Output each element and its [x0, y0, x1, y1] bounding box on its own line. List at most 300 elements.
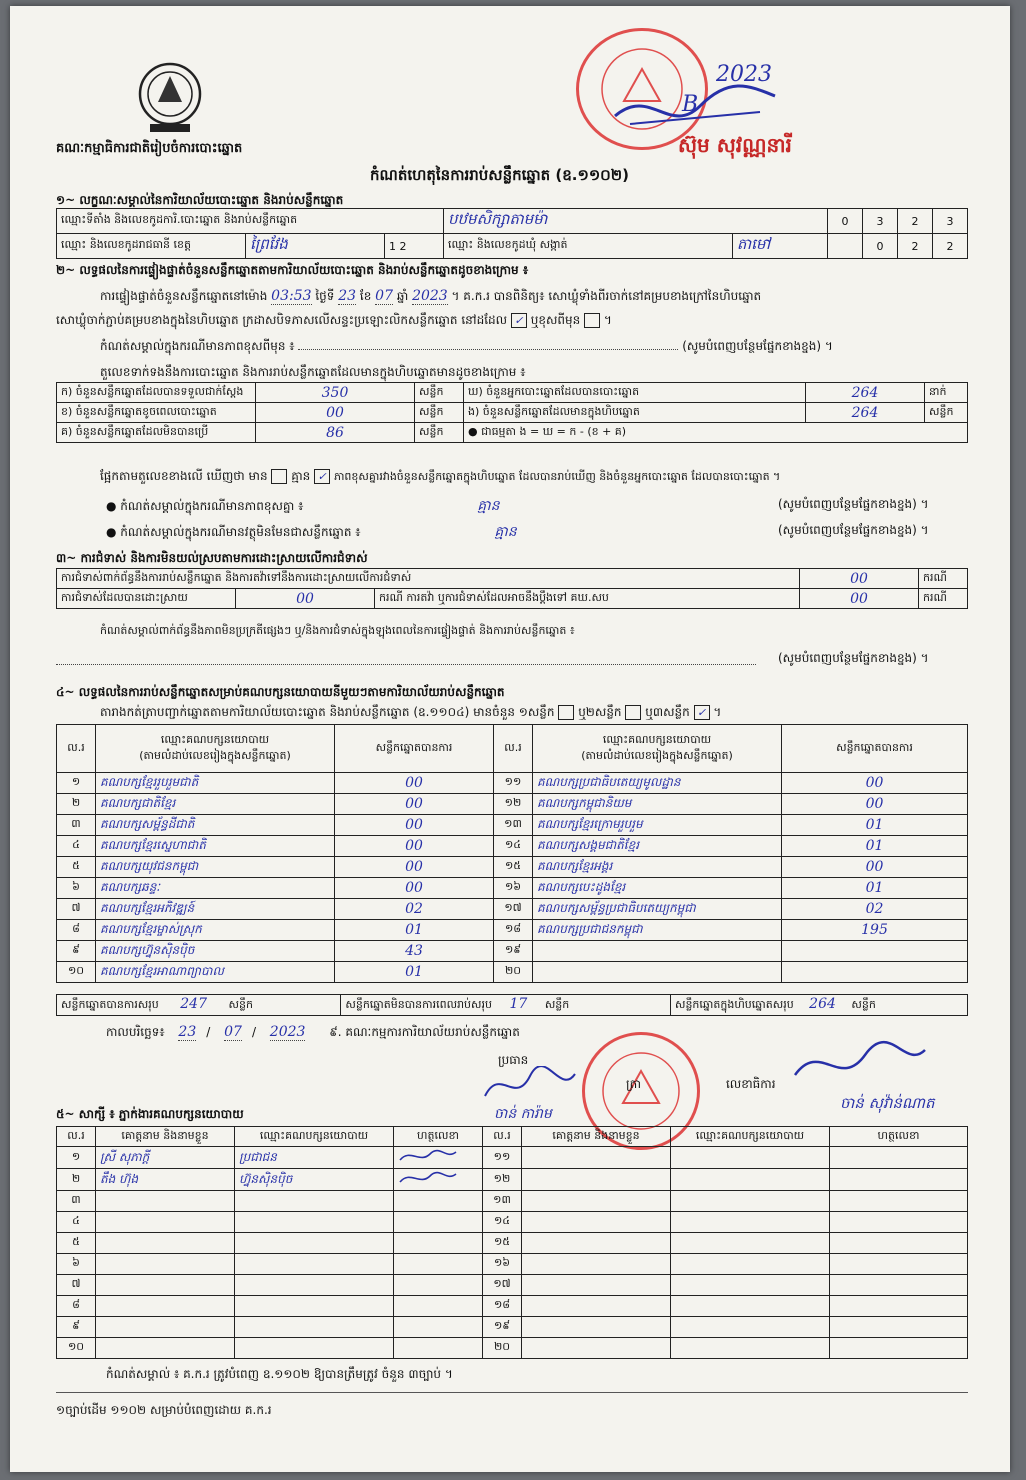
results-votes: 00: [335, 794, 494, 815]
com-digit-2: 2: [898, 234, 933, 259]
totals-table: [56, 994, 968, 1016]
chair-label: ប្រធាន: [498, 1053, 529, 1067]
witness-signature: [394, 1169, 483, 1191]
witness-party: [235, 1338, 394, 1359]
stamp-signer-name: ស៊ុម សុវណ្ណនារី: [678, 133, 792, 157]
total-invalid-label: សន្លឹកឆ្នោតមិនបានការពេលរាប់សរុប: [345, 998, 492, 1011]
s2-note1-label: ● កំណត់សម្គាល់ក្នុងករណីមានភាពខុសគ្នា ៖: [106, 499, 304, 513]
results-votes: 01: [335, 962, 494, 983]
date-month: 07: [224, 1024, 242, 1040]
results-no: ១០: [57, 962, 96, 983]
results-votes: 00: [335, 773, 494, 794]
results-party: គណបក្សប្រជាធិបតេយ្យមូលដ្ឋាន: [533, 773, 782, 794]
section-2-title: ២~ លទ្ធផលនៃការផ្ទៀងផ្ទាត់ចំនួនសន្លឹកឆ្នោតតាមការិយាល័យបោះឆ្នោត និងរាប់សន្លឹកឆ្នោតដូចខាងក្រោម ៖: [56, 263, 529, 277]
witness-name: [522, 1254, 671, 1275]
obj-r1-unit: ករណី: [919, 569, 968, 589]
results-party: គណបក្សខ្មែរម្ចាស់ស្រុក: [96, 920, 335, 941]
checkbox-unchanged[interactable]: ✓: [511, 313, 527, 328]
table-row: [57, 1212, 968, 1233]
section-1-table: [56, 208, 968, 259]
fig-d-unit: នាក់: [925, 383, 968, 403]
witness-name: [96, 1254, 235, 1275]
obj-r3-cell: [375, 589, 800, 609]
section-2-note-2: [106, 522, 517, 543]
witness-signature: [394, 1212, 483, 1233]
stamp-date: 2023: [716, 62, 772, 87]
witness-party: [671, 1338, 830, 1359]
witness-col-no-2: ល.រ: [483, 1127, 522, 1147]
witness-no: ៣: [57, 1191, 96, 1212]
witness-party: [671, 1169, 830, 1191]
table-row: [57, 1338, 968, 1359]
chair-name: ចាន់ ការ៉ាម: [494, 1106, 552, 1122]
section-1-title: ១~ លក្ខណៈសម្គាល់នៃការិយាល័យបោះឆ្នោត និងរាប់សន្លឹកឆ្នោត: [56, 193, 344, 207]
witness-table: [56, 1126, 968, 1359]
section-2-line-3: [100, 338, 966, 356]
section-2-line-1: [100, 288, 761, 306]
witness-name: [96, 1212, 235, 1233]
stamp-number: B: [682, 92, 699, 117]
witness-no: ១៨: [483, 1296, 522, 1317]
obj-r3-unit: ករណី: [919, 589, 968, 609]
witness-name: [96, 1338, 235, 1359]
witness-party: [671, 1147, 830, 1169]
witness-no: ១៧: [483, 1275, 522, 1296]
s2-line5-b: គ្មាន: [291, 469, 311, 483]
results-no: ៦: [57, 878, 96, 899]
results-party: គណបក្សឆន្ទៈ: [96, 878, 335, 899]
results-no: ១៩: [494, 941, 533, 962]
s2-year: 2023: [412, 288, 448, 304]
fig-a-unit: សន្លឹក: [415, 383, 464, 403]
total-invalid-cell: [341, 995, 671, 1016]
section-2-note-1: [106, 496, 499, 517]
witness-col-sign-2: ហត្ថលេខា: [830, 1127, 968, 1147]
witness-no: ១: [57, 1147, 96, 1169]
results-party: គណបក្សខ្មែរក្រោមរួបរួម: [533, 815, 782, 836]
witness-signature: [830, 1212, 968, 1233]
witness-no: ៦: [57, 1254, 96, 1275]
s2-line2-text: សោឃ្លុំចាក់ភ្ជាប់គម្របខាងក្នុងនៃហិបឆ្នោត ក្រដាសបិទភាសលើសន្ទះប្រឡោះលិកសន្លឹកឆ្នោត នៅដដែល: [56, 313, 508, 327]
table-row: [57, 920, 968, 941]
table-row: [57, 1169, 968, 1191]
s2-line5-c: ភាពខុសគ្នារវាងចំនួនសន្លឹកឆ្នោតក្នុងហិបឆ្នោត ដែលបានរាប់ឃើញ និងចំនួនអ្នកបោះឆ្នោត ដែលបានបោះឆ្នោត ។: [333, 470, 781, 483]
checkbox-2-sheets[interactable]: [625, 705, 641, 720]
fig-c-value: 86: [256, 423, 415, 443]
results-party: គណបក្សខ្មែរអង្គរ: [533, 857, 782, 878]
results-no: ៥: [57, 857, 96, 878]
results-votes: 195: [782, 920, 968, 941]
table-row: [57, 1275, 968, 1296]
witness-name: [96, 1275, 235, 1296]
results-col-party-title-2: ឈ្មោះគណបក្សនយោបាយ: [602, 732, 712, 746]
witness-party: [235, 1275, 394, 1296]
obj-r1-label: ការជំទាស់ពាក់ព័ន្ធនឹងការរាប់សន្លឹកឆ្នោត និងការតវ៉ាទៅនឹងការដោះស្រាយលើការជំទាស់: [57, 569, 800, 589]
total-invalid: 17: [509, 996, 528, 1012]
fig-b-unit: សន្លឹក: [415, 403, 464, 423]
witness-signature: [830, 1317, 968, 1338]
results-votes: 01: [782, 836, 968, 857]
results-no: ៤: [57, 836, 96, 857]
witness-no: ៥: [57, 1233, 96, 1254]
fig-d-value: 264: [806, 383, 925, 403]
total-valid-cell: [57, 995, 341, 1016]
witness-no: ១៩: [483, 1317, 522, 1338]
results-col-party-sub-2: (តាមលំដាប់លេខរៀងក្នុងសន្លឹកឆ្នោត): [581, 748, 733, 762]
witness-signature: [394, 1233, 483, 1254]
checkbox-3-sheets[interactable]: ✓: [694, 705, 710, 720]
results-col-no-2: ល.រ: [494, 725, 533, 773]
table-row: [57, 794, 968, 815]
fig-e-label: ង) ចំនួនសន្លឹកឆ្នោតដែលមានក្នុងហិបឆ្នោត: [464, 403, 806, 423]
witness-name: [96, 1233, 235, 1254]
results-no: ៩: [57, 941, 96, 962]
witness-no: ១៣: [483, 1191, 522, 1212]
witness-name: [522, 1317, 671, 1338]
results-party: [533, 941, 782, 962]
table-row: [57, 1317, 968, 1338]
com-digit-3: 2: [933, 234, 968, 259]
witness-signature: [394, 1275, 483, 1296]
witness-col-name-2: គោត្តនាម និងនាមខ្លួន: [522, 1127, 671, 1147]
total-valid-label: សន្លឹកឆ្នោតបានការសរុប: [61, 998, 159, 1011]
results-party: គណបក្សប្រជាជនកម្ពុជា: [533, 920, 782, 941]
fig-a-label: ក) ចំនួនសន្លឹកឆ្នោតដែលបានទទួលជាក់ស្តែង: [57, 383, 256, 403]
witness-party: [671, 1254, 830, 1275]
witness-signature-mark: [398, 1148, 458, 1164]
obj-r2-label: ការជំទាស់ដែលបានដោះស្រាយ: [57, 589, 236, 609]
results-no: ១១: [494, 773, 533, 794]
witness-name: តឹង ហ៊ុង: [96, 1169, 235, 1191]
witness-party: [671, 1275, 830, 1296]
fig-c-label: គ) ចំនួនសន្លឹកឆ្នោតដែលមិនបានប្រើ: [57, 423, 256, 443]
results-no: ១៥: [494, 857, 533, 878]
results-col-party-sub: (តាមលំដាប់លេខរៀងក្នុងសន្លឹកឆ្នោត): [139, 748, 291, 762]
witness-name: [96, 1296, 235, 1317]
witness-party: [235, 1254, 394, 1275]
stamp-label: ត្រា: [626, 1077, 641, 1091]
results-votes: 00: [335, 878, 494, 899]
witness-no: ១៤: [483, 1212, 522, 1233]
table-row: [57, 899, 968, 920]
results-no: ២: [57, 794, 96, 815]
table-row: [57, 1254, 968, 1275]
province-value: ព្រៃវែង: [246, 234, 385, 259]
emblem-icon: [128, 58, 212, 138]
results-col-no: ល.រ: [57, 725, 96, 773]
results-votes: 00: [335, 857, 494, 878]
witness-signature: [830, 1275, 968, 1296]
results-votes: 02: [782, 899, 968, 920]
objections-table: [56, 568, 968, 609]
results-votes: 00: [782, 857, 968, 878]
total-valid-unit: សន្លឹក: [228, 998, 253, 1011]
section-5-title: ៥~ សាក្សី ៖ ភ្នាក់ងារគណបក្សនយោបាយ: [56, 1107, 244, 1121]
results-no: ១២: [494, 794, 533, 815]
witness-party: [671, 1191, 830, 1212]
s4-opt3: ឬ៣សន្លឹក: [645, 705, 690, 719]
table-row: [57, 857, 968, 878]
section-2-line-5: [100, 468, 780, 486]
commune-label: ឈ្មោះ និងលេខកូដឃុំ សង្កាត់: [444, 234, 733, 259]
results-party: គណបក្សខ្មែររួបរួមជាតិ: [96, 773, 335, 794]
s2-fill-note-1: (សូមបំពេញបន្ថែមផ្នែកខាងខ្នង) ។: [778, 497, 929, 511]
witness-no: ៧: [57, 1275, 96, 1296]
results-party: គណបក្សហ្វ៊ុនស៊ិនប៉ិច: [96, 941, 335, 962]
witness-col-sign: ហត្ថលេខា: [394, 1127, 483, 1147]
witness-signature: [394, 1254, 483, 1275]
date-label: កាលបរិច្ឆេទ៖: [106, 1025, 165, 1039]
date-line: កាលបរិច្ឆេទ៖ 23 / 07 / 2023 ៩. គណៈកម្មការការិយាល័យរាប់សន្លឹកឆ្នោត: [106, 1024, 520, 1040]
witness-name: [522, 1275, 671, 1296]
witness-name: [522, 1147, 671, 1169]
obj-r2-unit: ករណី: [379, 590, 403, 604]
results-table: [56, 724, 968, 983]
witness-name: [522, 1212, 671, 1233]
fig-a-value: 350: [256, 383, 415, 403]
witness-party: [235, 1317, 394, 1338]
results-party: គណបក្សខ្មែរអាណាព្យាបាល: [96, 962, 335, 983]
s2-note1-value: គ្មាន: [477, 498, 500, 514]
witness-no: ៤: [57, 1212, 96, 1233]
s2-day: 23: [338, 288, 357, 304]
witness-col-party-2: ឈ្មោះគណបក្សនយោបាយ: [671, 1127, 830, 1147]
section-3-title: ៣~ ការជំទាស់ និងការមិនយល់ស្របតាមការដោះស្រាយលើការជំទាស់: [56, 551, 368, 565]
witness-party: [671, 1317, 830, 1338]
witness-name: [522, 1191, 671, 1212]
results-party: គណបក្សយុវជនកម្ពុជា: [96, 857, 335, 878]
section-4-title: ៤~ លទ្ធផលនៃការរាប់សន្លឹកឆ្នោតសម្រាប់គណបក្សនយោបាយនីមួយៗតាមការិយាល័យរាប់សន្លឹកឆ្នោត: [56, 685, 505, 699]
section-4-intro: តារាងកត់ត្រាបញ្ជាក់ឆ្នោតតាមការិយាល័យបោះឆ្នោត និងរាប់សន្លឹកឆ្នោត (ឧ.១១០៤) មានចំនួន ១សន្លឹក ឬ២សន្លឹក ឬ៣សន្លឹក ✓ ។: [100, 705, 722, 719]
witness-col-party: ឈ្មោះគណបក្សនយោបាយ: [235, 1127, 394, 1147]
location-label: ឈ្មោះទីតាំង និងលេខកូដការិ.បោះឆ្នោត និងរាប់សន្លឹកឆ្នោត: [57, 209, 444, 234]
s4-intro-text: តារាងកត់ត្រាបញ្ជាក់ឆ្នោតតាមការិយាល័យបោះឆ្នោត និងរាប់សន្លឹកឆ្នោត (ឧ.១១០៤) មានចំនួន ១សន្លឹក: [100, 705, 555, 719]
results-votes: 01: [782, 878, 968, 899]
committee-label: ៩. គណៈកម្មការការិយាល័យរាប់សន្លឹកឆ្នោត: [329, 1025, 520, 1039]
results-votes: 00: [335, 836, 494, 857]
results-no: ៧: [57, 899, 96, 920]
commune-digit-blank: [828, 234, 863, 259]
witness-name: [96, 1191, 235, 1212]
s2-line2-opt: ឬខុសពីមុន: [530, 313, 581, 327]
loc-digit-3: 2: [898, 209, 933, 234]
fig-b-label: ខ) ចំនួនសន្លឹកឆ្នោតខូចពេលបោះឆ្នោត: [57, 403, 256, 423]
results-party: គណបក្សខ្មែរអភិវឌ្ឍន៍: [96, 899, 335, 920]
obj-r1-value: 00: [800, 569, 919, 589]
table-row: [57, 773, 968, 794]
results-votes: 00: [782, 794, 968, 815]
results-party: គណបក្សសង្គមជាតិខ្មែរ: [533, 836, 782, 857]
results-votes: 43: [335, 941, 494, 962]
s2-fill-note-2: (សូមបំពេញបន្ថែមផ្នែកខាងខ្នង) ។: [778, 523, 929, 537]
s2-line3-blank: [298, 349, 678, 350]
form-title: កំណត់ហេតុនៃការរាប់សន្លឹកឆ្នោត (ឧ.១១០២): [370, 166, 630, 184]
checkbox-1-sheet[interactable]: [558, 705, 574, 720]
table-row: [57, 1147, 968, 1169]
witness-party: ហ្វ៊ុនស៊ិនប៉ិច: [235, 1169, 394, 1191]
form-page: [10, 6, 1010, 1472]
section-2-line-4: តួលេខទាក់ទងនឹងការបោះឆ្នោត និងការរាប់សន្លឹកឆ្នោតដែលមានក្នុងហិបឆ្នោតមានដូចខាងក្រោម ៖: [100, 365, 526, 379]
witness-signature: [830, 1147, 968, 1169]
province-code-1: 1: [389, 239, 396, 253]
total-valid: 247: [180, 996, 207, 1012]
section-2-line-2: សោឃ្លុំចាក់ភ្ជាប់គម្របខាងក្នុងនៃហិបឆ្នោត ក្រដាសបិទភាសលើសន្ទះប្រឡោះលិកសន្លឹកឆ្នោត នៅដដែល ✓ ឬខុសពីមុន ។: [56, 313, 612, 327]
witness-no: ១៥: [483, 1233, 522, 1254]
results-votes: [782, 941, 968, 962]
table-row: [57, 1296, 968, 1317]
results-col-party-title: ឈ្មោះគណបក្សនយោបាយ: [160, 732, 270, 746]
results-no: ២០: [494, 962, 533, 983]
witness-signature: [830, 1233, 968, 1254]
table-row: [57, 962, 968, 983]
com-digit-1: 0: [863, 234, 898, 259]
date-year: 2023: [269, 1024, 306, 1040]
table-row: [57, 1191, 968, 1212]
witness-signature: [394, 1296, 483, 1317]
witness-party: [235, 1191, 394, 1212]
results-no: ១៨: [494, 920, 533, 941]
total-box-unit: សន្លឹក: [851, 998, 876, 1011]
checkbox-has-diff[interactable]: [271, 469, 287, 484]
witness-party: [235, 1212, 394, 1233]
witness-signature: [394, 1338, 483, 1359]
results-party: គណបក្សសម្ព័ន្ធប្រជាធិបតេយ្យកម្ពុជា: [533, 899, 782, 920]
witness-name: [522, 1296, 671, 1317]
table-row: [57, 836, 968, 857]
s2-line3-text: កំណត់សម្គាល់ក្នុងករណីមានភាពខុសពីមុន ៖: [100, 339, 295, 353]
fig-e-value: 264: [806, 403, 925, 423]
witness-no: ១៦: [483, 1254, 522, 1275]
results-party: គណបក្សបេះដូងខ្មែរ: [533, 878, 782, 899]
witness-no: ២០: [483, 1338, 522, 1359]
s3-fill-note: (សូមបំពេញបន្ថែមផ្នែកខាងខ្នង) ។: [778, 651, 929, 665]
results-votes: 02: [335, 899, 494, 920]
witness-no: ៩: [57, 1317, 96, 1338]
results-votes: 01: [782, 815, 968, 836]
secretary-signature: [790, 1040, 930, 1090]
s4-opt2: ឬ២សន្លឹក: [578, 705, 622, 719]
checkbox-no-diff[interactable]: ✓: [314, 469, 330, 484]
results-no: ១៧: [494, 899, 533, 920]
total-box: 264: [809, 996, 836, 1012]
s2-note2-value: គ្មាន: [494, 524, 517, 540]
total-invalid-unit: សន្លឹក: [544, 998, 570, 1011]
results-col-votes: សន្លឹកឆ្នោតបានការ: [335, 725, 494, 773]
loc-digit-2: 3: [863, 209, 898, 234]
formula: ● ជាធម្មតា ង = ឃ = ក - (ខ + គ): [464, 423, 968, 443]
s2-line5-text: ផ្អែកតាមតួលេខខាងលើ ឃើញថា មាន: [100, 469, 268, 483]
s2-time-label: ការផ្ទៀងផ្ទាត់ចំនួនសន្លឹកឆ្នោតនៅម៉ោង: [100, 289, 268, 303]
results-party: គណបក្សកម្ពុជានិយម: [533, 794, 782, 815]
results-no: ១៣: [494, 815, 533, 836]
fig-c-unit: សន្លឹក: [415, 423, 464, 443]
witness-col-name: គោត្តនាម និងនាមខ្លួន: [96, 1127, 235, 1147]
witness-name: [522, 1169, 671, 1191]
s2-note2-label: ● កំណត់សម្គាល់ក្នុងករណីមានវត្ថុមិនមែនជាសន្លឹកឆ្នោត ៖: [106, 525, 361, 539]
table-row: [57, 1233, 968, 1254]
witness-no: ២: [57, 1169, 96, 1191]
witness-signature: [830, 1296, 968, 1317]
table-row: [57, 878, 968, 899]
witness-signature: [394, 1147, 483, 1169]
location-value: បឋមសិក្សាតាមម៉ា: [444, 209, 828, 234]
province-code-2: 2: [399, 239, 407, 253]
obj-r2-value: 00: [236, 589, 375, 609]
witness-signature: [830, 1254, 968, 1275]
results-col-party: [96, 725, 335, 773]
table-row: [57, 941, 968, 962]
section-3-note: កំណត់សម្គាល់ពាក់ព័ន្ធនឹងភាពមិនប្រក្រតីផ្សេងៗ ឬ/និងការជំទាស់ក្នុងឡុងពេលនៃការផ្ទៀងផ្ទាត់ និងការរាប់សន្លឹកឆ្នោត ៖: [100, 624, 575, 637]
results-party: គណបក្សសម្ព័ន្ធដីជាតិ: [96, 815, 335, 836]
witness-name: ស្រី សុភាក្តី: [96, 1147, 235, 1169]
date-day: 23: [178, 1024, 197, 1040]
figures-table: [56, 382, 968, 443]
results-no: ១: [57, 773, 96, 794]
witness-party: [671, 1296, 830, 1317]
s2-month-label: ខែ: [359, 289, 372, 303]
results-votes: 01: [335, 920, 494, 941]
secretary-label: លេខាធិការ: [726, 1077, 776, 1091]
table-row: [57, 815, 968, 836]
secretary-name: ចាន់ សុវ៉ាន់ណាត: [840, 1094, 935, 1112]
s2-check-text: ។ គ.ក.រ បានពិនិត្យ៖ សោឃ្លុំទាំងពីរចាក់នៅគម្របខាងក្រៅនៃហិបឆ្នោត: [451, 289, 762, 303]
commune-value: តាមៅ: [732, 234, 827, 259]
results-col-votes-2: សន្លឹកឆ្នោតបានការ: [782, 725, 968, 773]
s2-year-label: ឆ្នាំ: [396, 289, 409, 303]
results-no: ១៤: [494, 836, 533, 857]
obj-r3-label: ការតវ៉ា ឬការជំទាស់ដែលអាចនឹងប្តឹងទៅ គឃ.សប: [406, 590, 609, 604]
witness-signature: [830, 1169, 968, 1191]
results-col-party-2: [533, 725, 782, 773]
s2-fill-note: (សូមបំពេញបន្ថែមផ្នែកខាងខ្នង) ។: [682, 339, 833, 353]
signature-top: [610, 76, 780, 136]
witness-party: ប្រជាជន: [235, 1147, 394, 1169]
witness-no: ១២: [483, 1169, 522, 1191]
witness-party: [671, 1233, 830, 1254]
witness-name: [522, 1233, 671, 1254]
results-no: ១៦: [494, 878, 533, 899]
results-party: គណបក្សជាតិខ្មែរ: [96, 794, 335, 815]
results-no: ៨: [57, 920, 96, 941]
loc-digit-1: 0: [828, 209, 863, 234]
witness-signature: [830, 1338, 968, 1359]
fig-e-unit: សន្លឹក: [925, 403, 968, 423]
witness-no: ១១: [483, 1147, 522, 1169]
witness-no: ៨: [57, 1296, 96, 1317]
results-party: [533, 962, 782, 983]
footer-divider: [56, 1392, 968, 1393]
results-votes: [782, 962, 968, 983]
witness-signature: [830, 1191, 968, 1212]
footnote: កំណត់សម្គាល់ ៖ គ.ក.រ ត្រូវបំពេញ ឧ.១១០២ ឱ្យបានត្រឹមត្រូវ ចំនួន ៣ច្បាប់ ។: [106, 1367, 453, 1381]
footer-text: ១ច្បាប់ដើម ១១០២ សម្រាប់បំពេញដោយ គ.ក.រ: [56, 1403, 272, 1417]
loc-digit-4: 3: [933, 209, 968, 234]
witness-signature-mark: [398, 1170, 458, 1186]
total-box-label: សន្លឹកឆ្នោតក្នុងហិបឆ្នោតសរុប: [674, 998, 794, 1011]
province-label: ឈ្មោះ និងលេខកូដរាជធានី ខេត្ត: [57, 234, 246, 259]
total-box-cell: [670, 995, 967, 1016]
s2-time: 03:53: [271, 288, 312, 304]
obj-r3-value: 00: [800, 589, 919, 609]
witness-party: [671, 1212, 830, 1233]
checkbox-changed[interactable]: [584, 313, 600, 328]
s2-month: 07: [375, 288, 393, 304]
witness-party: [235, 1233, 394, 1254]
witness-signature: [394, 1191, 483, 1212]
s3-note-line: [56, 664, 756, 665]
results-votes: 00: [782, 773, 968, 794]
s2-day-label: ថ្ងៃទី: [315, 289, 335, 303]
